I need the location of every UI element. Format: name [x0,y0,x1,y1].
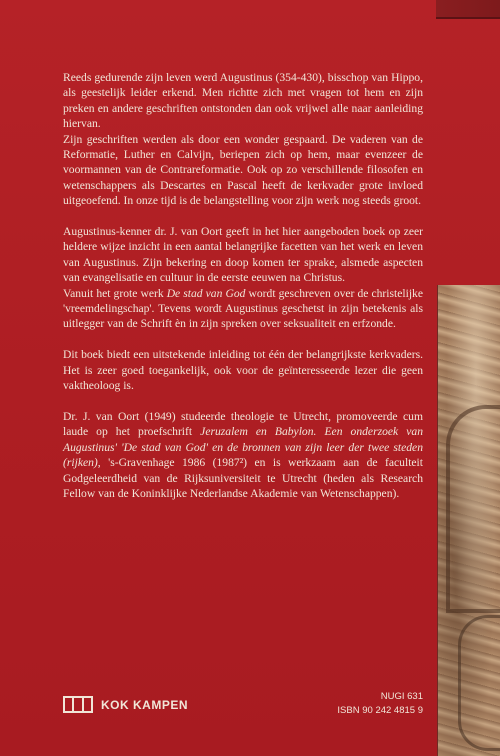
text-segment: Dr. J. van Oort (1949) studeerde theologie te Utrecht, promoveerde cum laude op het proefschrift [63,409,423,439]
paragraph-introduction: Dit boek biedt een uitstekende inleiding tot één der belangrijkste kerkvaders. Het is zeer goed toegankelijk, ook voor de geïnteresseerde lezer die geen vaktheoloog is. [63,348,423,393]
paragraph-writings: Zijn geschriften werden als door een wonder gespaard. De vaderen van de Reformatie, Luther en Calvijn, beriepen zich op hem, maar evenzeer de voormannen van de Contrareformatie. Ook op zo verschillende filosofen en wetenschappers als Descartes en Pascal heeft de kerkvader grote invloed uitgeoefend. In onze tijd is de belangstelling voor zijn werk nog steeds groot. [63,132,423,208]
blurb-text [63,70,423,517]
text-segment: wordt geschreven over de christelijke 'vreemdelingschap'. Tevens wordt Augustinus geschetst in zijn betekenis als uitlegger van de Schrift èn in zijn spreken over seksualiteit en erfzonde. [63,286,423,331]
text-segment: Vanuit het grote werk [63,286,167,300]
paragraph-city-of-god [63,286,423,332]
art-arch-detail [446,405,500,613]
art-arch-detail-lower [458,615,500,751]
publisher-logo-icon [63,696,93,713]
nugi-code: NUGI 631 [380,691,423,702]
paragraph-author-bio [63,409,423,501]
text-segment: , 's-Gravenhage 1986 (1987²) en is werkzaam aan de faculteit Godgeleerdheid van de Rijksuniversiteit te Utrecht (heden als Research Fellow van de Koninklijke Nederlandse Akademie van Wetenschappen). [63,456,423,500]
book-title: De stad van God [166,286,246,300]
dissertation-title: Jeruzalem en Babylon. Een onderzoek van Augustinus' 'De stad van God' en de bronnen van zijn leer der twee steden (rijken) [63,425,423,470]
paragraph-intro: Reeds gedurende zijn leven werd Augustinus (354-430), bisschop van Hippo, als geestelijk leider erkend. Men richtte zich met vragen tot hem en zijn preken en andere geschriften ontstonden dan ook vrijwel alle naar aanleiding hiervan. [63,71,423,131]
book-codes [337,690,423,718]
publisher-logo [63,696,188,713]
spine-edge-strip [436,0,500,19]
paragraph-author-book: Augustinus-kenner dr. J. van Oort geeft in het hier aangeboden boek op zeer heldere wijze inzicht in een aantal belangrijke facetten van het werk en leven van Augustinus. Zijn bekering en doop komen ter sprake, alsmede aspecten van evangelisatie en cultuur in de eerste eeuwen na Christus. [63,225,423,285]
publisher-name: KOK KAMPEN [101,697,189,712]
front-cover-artwork-edge [437,285,500,756]
isbn-code: ISBN 90 242 4815 9 [337,705,423,716]
footer [63,690,423,730]
